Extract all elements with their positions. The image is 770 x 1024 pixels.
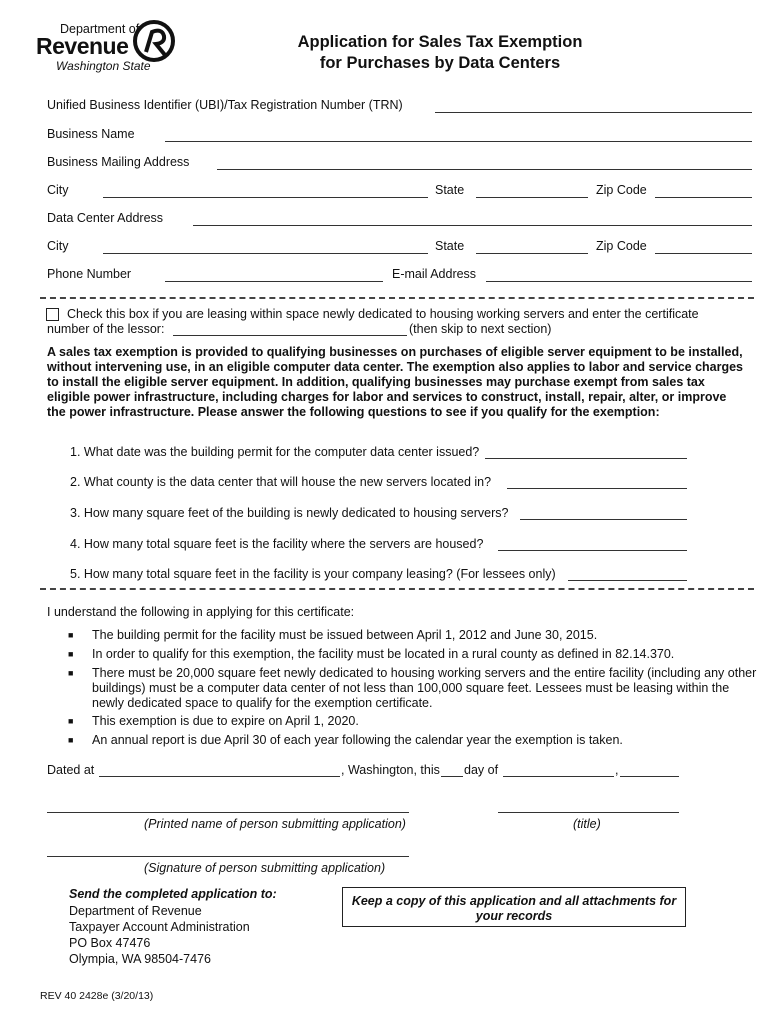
phone-input[interactable]: [165, 281, 383, 282]
lessee-text-line2-suffix: (then skip to next section): [409, 322, 552, 336]
question-2-input[interactable]: [507, 488, 687, 489]
phone-label: Phone Number: [47, 267, 132, 281]
ubi-label: Unified Business Identifier (UBI)/Tax Registration Number (TRN): [47, 98, 403, 112]
logo-revenue-text: Revenue: [36, 33, 129, 59]
lessor-certificate-input[interactable]: [173, 335, 407, 336]
mail-to-line4: Olympia, WA 98504-7476: [69, 952, 211, 966]
data-center-address-input[interactable]: [193, 225, 752, 226]
zip-label: Zip Code: [596, 183, 647, 197]
title-input[interactable]: [498, 812, 679, 813]
printed-name-caption: (Printed name of person submitting application): [144, 817, 406, 831]
email-input[interactable]: [486, 281, 752, 282]
question-1-input[interactable]: [485, 458, 687, 459]
page-title-line1: Application for Sales Tax Exemption: [297, 33, 583, 51]
washington-this-label: , Washington, this: [341, 763, 440, 777]
zip2-label: Zip Code: [596, 239, 647, 253]
ubi-input[interactable]: [435, 112, 752, 113]
question-1: 1. What date was the building permit for the computer data center issued?: [70, 445, 480, 459]
signature-caption: (Signature of person submitting application): [144, 861, 386, 875]
question-5: 5. How many total square feet in the facility is your company leasing? (For lessees only): [70, 567, 556, 581]
dor-logo-icon: [132, 18, 176, 64]
bullet-text-3: There must be 20,000 square feet newly dedicated to housing working servers and the entire facility (including any other buildings) must be a computer data center of not less than 100,000 square feet. Lessees must be leasing within the newly dedicated space to qualify for the exemption certificate.: [92, 666, 757, 710]
state-label: State: [435, 183, 465, 197]
bullet-icon: ■: [68, 735, 74, 745]
signature-input[interactable]: [47, 856, 409, 857]
dated-at-label: Dated at: [47, 763, 95, 777]
logo-washington-text: Washington State: [56, 59, 151, 73]
lessee-checkbox[interactable]: [46, 308, 59, 321]
business-name-label: Business Name: [47, 127, 135, 141]
question-4-input[interactable]: [498, 550, 687, 551]
bullet-text-5: An annual report is due April 30 of each year following the calendar year the exemption is taken.: [92, 733, 623, 747]
page-title-line2: for Purchases by Data Centers: [319, 54, 561, 72]
mail-to-line2: Taxpayer Account Administration: [69, 920, 250, 934]
section-divider-2: [40, 588, 754, 590]
mail-to-line3: PO Box 47476: [69, 936, 151, 950]
keep-copy-notice: Keep a copy of this application and all attachments for your records: [342, 887, 686, 927]
understand-heading: I understand the following in applying for this certificate:: [47, 605, 355, 619]
dated-at-input[interactable]: [99, 776, 340, 777]
zip2-input[interactable]: [655, 253, 752, 254]
zip-input[interactable]: [655, 197, 752, 198]
question-5-input[interactable]: [568, 580, 687, 581]
printed-name-input[interactable]: [47, 812, 409, 813]
state2-input[interactable]: [476, 253, 588, 254]
city-label: City: [47, 183, 69, 197]
email-label: E-mail Address: [392, 267, 477, 281]
bullet-text-1: The building permit for the facility must be issued between April 1, 2012 and June 30, 2015.: [92, 628, 598, 642]
mail-to-heading: Send the completed application to:: [69, 887, 277, 901]
day-of-label: day of: [464, 763, 499, 777]
form-number: REV 40 2428e (3/20/13): [40, 990, 154, 1002]
data-center-address-label: Data Center Address: [47, 211, 164, 225]
day-input[interactable]: [441, 776, 463, 777]
question-2: 2. What county is the data center that will house the new servers located in?: [70, 475, 492, 489]
state2-label: State: [435, 239, 465, 253]
bullet-icon: ■: [68, 668, 74, 678]
exemption-intro: A sales tax exemption is provided to qualifying businesses on purchases of eligible server equipment to be installed, without intervening use, in an eligible computer data center. The exemption also applies to labor and service charges to install the eligible server equipment. In addition, qualifying businesses may purchase exempt from sales tax eligible power infrastructure, including charges for labor and services to construct, install, repair, alter, or improve the power infrastructure. Please answer the following questions to see if you qualify for the exemption:: [47, 345, 744, 419]
bullet-text-2: In order to qualify for this exemption, the facility must be located in a rural county as defined in 82.14.370.: [92, 647, 675, 661]
section-divider: [40, 297, 754, 299]
title-caption: (title): [573, 817, 601, 831]
question-3-input[interactable]: [520, 519, 687, 520]
mailing-address-label: Business Mailing Address: [47, 155, 190, 169]
year-input[interactable]: [620, 776, 679, 777]
city-input[interactable]: [103, 197, 428, 198]
city2-label: City: [47, 239, 69, 253]
city2-input[interactable]: [103, 253, 428, 254]
bullet-icon: ■: [68, 649, 74, 659]
business-name-input[interactable]: [165, 141, 752, 142]
lessee-text-line1: Check this box if you are leasing within space newly dedicated to housing working servers and enter the certificate: [67, 307, 699, 321]
date-comma: ,: [615, 763, 619, 777]
logo-department-text: Department of: [60, 22, 140, 36]
bullet-icon: ■: [68, 716, 74, 726]
lessee-text-line2-prefix: number of the lessor:: [47, 322, 165, 336]
month-input[interactable]: [503, 776, 614, 777]
bullet-text-4: This exemption is due to expire on April 1, 2020.: [92, 714, 359, 728]
question-3: 3. How many square feet of the building is newly dedicated to housing servers?: [70, 506, 509, 520]
mailing-address-input[interactable]: [217, 169, 752, 170]
question-4: 4. How many total square feet is the facility where the servers are housed?: [70, 537, 484, 551]
mail-to-line1: Department of Revenue: [69, 904, 202, 918]
bullet-icon: ■: [68, 630, 74, 640]
state-input[interactable]: [476, 197, 588, 198]
